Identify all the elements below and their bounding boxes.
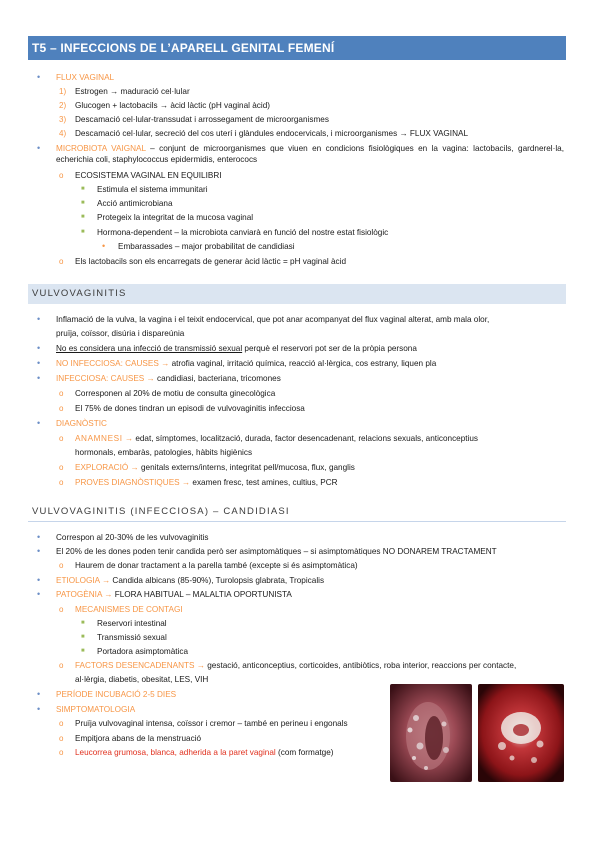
bullet-dot: •: [37, 143, 41, 153]
bullet-dot: •: [37, 546, 41, 556]
text-run: Candida albicans (85-90%), Turolopsis glabrata, Tropicalis: [110, 576, 325, 585]
list-item: Reservori intestinal: [97, 619, 167, 628]
paragraph-line: Inflamació de la vulva, la vagina i el teixit endocervical, que pot anar acompanyat del flux vaginal alterat, amb mala olor,: [56, 315, 490, 324]
infecciosa-label: INFECCIOSA: CAUSES: [56, 374, 145, 383]
list-number: 1): [59, 87, 67, 96]
bullet-square: ■: [81, 634, 85, 640]
flux-vaginal-label: FLUX VAGINAL: [56, 73, 115, 82]
text-run: (com formatge): [275, 748, 334, 757]
photo-graphic: [390, 684, 472, 782]
paragraph-line: pruïja, coïssor, disúria i dispareúnia: [56, 329, 185, 338]
ecosistema-label: ECOSISTEMA VAGINAL EN EQUILIBRI: [75, 171, 222, 180]
page-title: T5 – INFECCIONS DE L’APARELL GENITAL FEMENÍ: [28, 36, 566, 60]
list-item: Portadora asimptomàtica: [97, 647, 189, 656]
incubacio-label: PERÍODE INCUBACIÓ 2-5 DIES: [56, 690, 177, 699]
bullet-ring: o: [59, 171, 64, 180]
paragraph-line: [56, 575, 324, 586]
list-item: Protegeix la integritat de la mucosa vaginal: [97, 213, 254, 222]
underlined-text: No es considera una infecció de transmissió sexual: [56, 344, 243, 353]
bullet-dot: •: [37, 532, 41, 542]
list-item: Pruïja vulvovaginal intensa, coïssor i cremor – també en perineu i engonals: [75, 719, 348, 728]
arrow-icon: →: [161, 359, 170, 368]
paragraph-line: al·lèrgia, diabetis, obesitat, LES, VIH: [75, 675, 209, 684]
bullet-square: ■: [81, 214, 85, 220]
text-run: atrofia vaginal, irritació química, reacció al·lèrgica, cos estrany, liquen pla: [169, 359, 437, 368]
list-item: Corresponen al 20% de motiu de consulta ginecològica: [75, 389, 276, 398]
diagnostic-label: DIAGNÒSTIC: [56, 419, 107, 428]
leucorrea-highlight: Leucorrea grumosa, blanca, adherida a la paret vaginal: [75, 748, 276, 757]
anamnesi-label: ANAMNESI: [75, 434, 123, 443]
list-item: Estrogen → maduració cel·lular: [75, 87, 190, 96]
bullet-dot: •: [37, 689, 41, 699]
bullet-ring: o: [59, 661, 64, 670]
bullet-dot: •: [37, 589, 41, 599]
paragraph-line: [56, 343, 417, 354]
list-item: Descamació cel·lular-transsudat i arrossegament de microorganismes: [75, 115, 329, 124]
text-run: gestació, anticonceptius, corticoides, antibiòtics, roba interior, reaccions per contacte,: [204, 661, 517, 670]
text-run: examen fresc, test amines, cultius, PCR: [190, 478, 338, 487]
paragraph-line: [56, 358, 436, 369]
bullet-dot: •: [37, 72, 41, 82]
arrow-icon: →: [130, 463, 139, 472]
bullet-dot: •: [102, 241, 106, 251]
list-item: Empitjora abans de la menstruació: [75, 734, 202, 743]
list-item: Glucogen + lactobacils → àcid làctic (pH vaginal àcid): [75, 101, 271, 110]
list-item: Estimula el sistema immunitari: [97, 185, 208, 194]
bullet-dot: •: [37, 575, 41, 585]
bullet-square: ■: [81, 186, 85, 192]
arrow-icon: →: [146, 374, 155, 383]
text-run: perquè el reservori pot ser de la pròpia persona: [242, 344, 417, 353]
bullet-ring: o: [59, 463, 64, 472]
list-item: Haurem de donar tractament a la parella també (excepte si és asimptomàtica): [75, 561, 358, 570]
microbiota-paragraph: [56, 143, 564, 165]
clinical-photo-right: [478, 684, 564, 782]
bullet-dot: •: [37, 343, 41, 353]
etiologia-label: ETIOLOGIA: [56, 576, 100, 585]
paragraph-line: El 20% de les dones poden tenir candida però ser asimptomàtiques – si asimptomàtiques NO DONAREM TRACTAMENT: [56, 547, 497, 556]
photo-graphic: [478, 684, 564, 782]
clinical-photo-left: [390, 684, 472, 782]
patogenia-label: PATOGÈNIA: [56, 590, 102, 599]
bullet-dot: •: [37, 358, 41, 368]
list-number: 4): [59, 129, 67, 138]
mecanismes-label: MECANISMES DE CONTAGI: [75, 605, 183, 614]
bullet-ring: o: [59, 734, 64, 743]
arrow-icon: →: [196, 661, 205, 670]
list-item: Acció antimicrobiana: [97, 199, 173, 208]
proves-label: PROVES DIAGNÒSTIQUES: [75, 478, 180, 487]
bullet-ring: o: [59, 404, 64, 413]
paragraph-line: [75, 433, 478, 444]
text-run: genitals externs/interns, integritat pell/mucosa, flux, ganglis: [138, 463, 355, 472]
simptomatologia-label: SIMPTOMATOLOGIA: [56, 705, 136, 714]
microbiota-text: – conjunt de microorganismes que viuen en condicions fisiològiques en la vagina: lactobacils, gardnerel·la, echerichia coli, staphylococcus epidermidis, enterococs: [56, 144, 564, 164]
list-item: Transmissió sexual: [97, 633, 167, 642]
text-run: candidiasi, bacteriana, tricomones: [154, 374, 281, 383]
bullet-ring: o: [59, 748, 64, 757]
section-heading: VULVOVAGINITIS: [28, 284, 566, 304]
bullet-square: ■: [81, 648, 85, 654]
paragraph-line: [56, 589, 292, 600]
bullet-ring: o: [59, 478, 64, 487]
list-item: Embarassades – major probabilitat de candidiasi: [118, 242, 295, 251]
bullet-square: ■: [81, 229, 85, 235]
bullet-dot: •: [37, 704, 41, 714]
bullet-ring: o: [59, 434, 64, 443]
bullet-square: ■: [81, 200, 85, 206]
paragraph-line: hormonals, embaràs, patologies, hàbits higiènics: [75, 448, 253, 457]
bullet-dot: •: [37, 373, 41, 383]
arrow-icon: →: [181, 478, 191, 487]
exploracio-label: EXPLORACIÓ: [75, 463, 129, 472]
factors-label: FACTORS DESENCADENANTS: [75, 661, 195, 670]
text-run: FLORA HABITUAL – MALALTIA OPORTUNISTA: [112, 590, 292, 599]
text-run: edat, símptomes, localització, durada, factor desencadenant, relacions sexuals, anticonceptius: [133, 434, 479, 443]
paragraph-line: [75, 477, 338, 488]
bullet-square: ■: [81, 620, 85, 626]
bullet-ring: o: [59, 605, 64, 614]
bullet-ring: o: [59, 719, 64, 728]
arrow-icon: →: [104, 590, 113, 599]
list-item: Hormona-dependent – la microbiota canviarà en funció del nostre estat fisiològic: [97, 228, 389, 237]
paragraph-line: [75, 747, 334, 758]
list-number: 2): [59, 101, 67, 110]
list-item: El 75% de dones tindran un episodi de vulvovaginitis infecciosa: [75, 404, 305, 413]
list-item: Descamació cel·lular, secreció del cos uterí i glàndules endocervicals, i microorganismes → FLUX VAGINAL: [75, 129, 469, 138]
bullet-dot: •: [37, 418, 41, 428]
bullet-ring: o: [59, 257, 64, 266]
no-infecciosa-label: NO INFECCIOSA: CAUSES: [56, 359, 159, 368]
microbiota-label: MICROBIOTA VAIGNAL: [56, 144, 146, 153]
arrow-icon: →: [124, 434, 134, 443]
section-heading: VULVOVAGINITIS (INFECCIOSA) – CANDIDIASI: [28, 502, 566, 522]
paragraph-line: [75, 462, 355, 473]
paragraph-line: [75, 660, 516, 671]
paragraph-line: Correspon al 20-30% de les vulvovaginitis: [56, 533, 209, 542]
bullet-dot: •: [37, 314, 41, 324]
paragraph-line: [56, 373, 281, 384]
list-number: 3): [59, 115, 67, 124]
list-item: Els lactobacils son els encarregats de generar àcid làctic = pH vaginal àcid: [75, 257, 347, 266]
arrow-icon: →: [101, 576, 111, 585]
bullet-ring: o: [59, 561, 64, 570]
bullet-ring: o: [59, 389, 64, 398]
